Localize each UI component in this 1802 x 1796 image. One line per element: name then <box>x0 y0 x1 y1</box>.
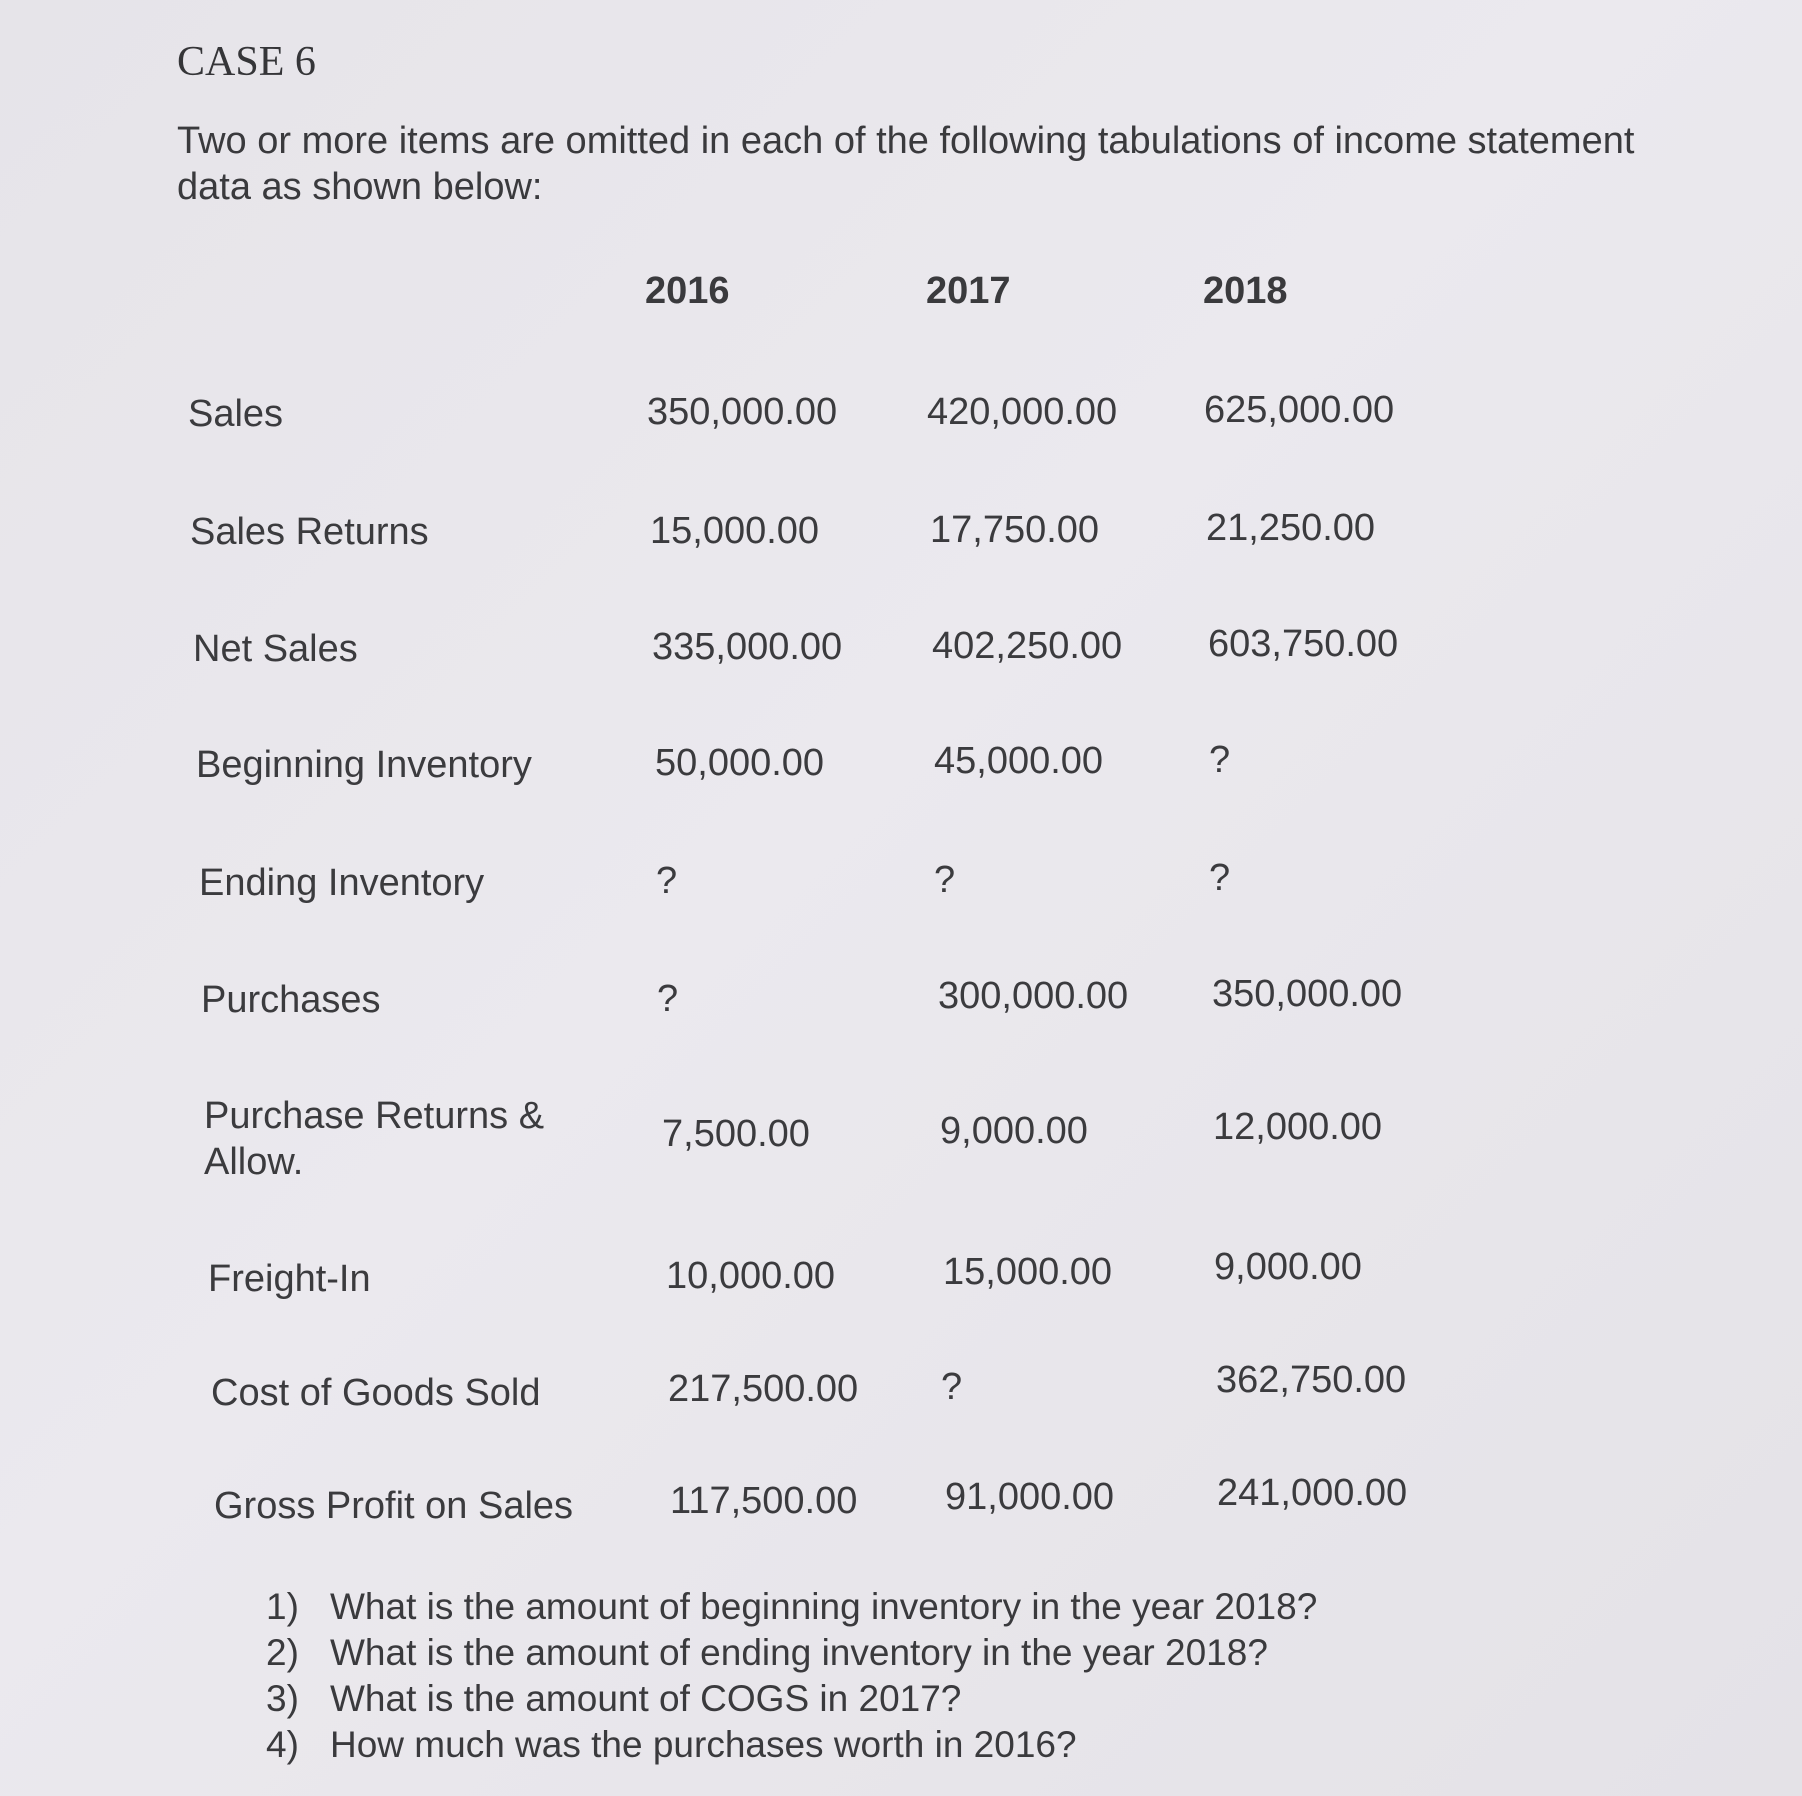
cell-sales-returns-2017: 17,750.00 <box>930 509 1100 551</box>
cell-purchase-returns-2018: 12,000.00 <box>1213 1106 1383 1148</box>
cell-sales-returns-2018: 21,250.00 <box>1206 507 1376 549</box>
case-title: CASE 6 <box>177 39 316 85</box>
question-item <box>266 1630 1317 1676</box>
question-text: How much was the purchases worth in 2016? <box>330 1724 1077 1765</box>
cell-purchases-2016: ? <box>657 978 679 1020</box>
question-number: 1) <box>266 1586 299 1627</box>
cell-purchases-2017: 300,000.00 <box>938 975 1129 1017</box>
row-label-ending-inventory: Ending Inventory <box>199 862 485 904</box>
cell-sales-returns-2016: 15,000.00 <box>650 510 820 552</box>
intro-text: Two or more items are omitted in each of the following tabulations of income statement data as shown below: <box>177 120 1635 208</box>
question-text: What is the amount of COGS in 2017? <box>330 1678 962 1719</box>
year-header-2017: 2017 <box>926 270 1011 312</box>
cell-net-sales-2017: 402,250.00 <box>932 625 1123 667</box>
cell-freight-in-2017: 15,000.00 <box>943 1251 1113 1293</box>
cell-freight-in-2018: 9,000.00 <box>1214 1246 1362 1288</box>
cell-purchase-returns-2017: 9,000.00 <box>940 1110 1088 1152</box>
cell-cogs-2016: 217,500.00 <box>668 1368 859 1410</box>
cell-purchase-returns-2016: 7,500.00 <box>662 1113 810 1155</box>
questions-list <box>266 1584 1317 1768</box>
cell-beginning-inventory-2017: 45,000.00 <box>934 740 1104 782</box>
cell-beginning-inventory-2016: 50,000.00 <box>655 742 825 784</box>
cell-beginning-inventory-2018: ? <box>1209 739 1231 781</box>
cell-ending-inventory-2017: ? <box>934 859 956 901</box>
cell-cogs-2017: ? <box>941 1366 963 1408</box>
question-number: 2) <box>266 1632 299 1673</box>
question-number: 4) <box>266 1724 299 1765</box>
row-label-purchases: Purchases <box>201 979 381 1021</box>
question-text: What is the amount of beginning inventory in the year 2018? <box>330 1586 1318 1627</box>
row-label-freight-in: Freight-In <box>208 1258 371 1300</box>
row-label-sales: Sales <box>188 393 284 435</box>
cell-cogs-2018: 362,750.00 <box>1216 1359 1407 1401</box>
question-text: What is the amount of ending inventory in the year 2018? <box>330 1632 1268 1673</box>
cell-freight-in-2016: 10,000.00 <box>666 1255 836 1297</box>
question-number: 3) <box>266 1678 299 1719</box>
row-label-gross-profit: Gross Profit on Sales <box>214 1485 574 1527</box>
row-label-beginning-inventory: Beginning Inventory <box>196 744 532 786</box>
row-label-cogs: Cost of Goods Sold <box>211 1372 541 1414</box>
cell-sales-2018: 625,000.00 <box>1204 389 1395 431</box>
cell-gross-profit-2018: 241,000.00 <box>1217 1472 1408 1514</box>
cell-net-sales-2016: 335,000.00 <box>652 626 843 668</box>
cell-net-sales-2018: 603,750.00 <box>1208 623 1399 665</box>
cell-gross-profit-2016: 117,500.00 <box>670 1480 858 1522</box>
cell-purchases-2018: 350,000.00 <box>1212 973 1403 1015</box>
year-header-2018: 2018 <box>1203 270 1288 312</box>
question-item <box>266 1722 1317 1768</box>
question-item <box>266 1676 1317 1722</box>
year-header-2016: 2016 <box>645 270 730 312</box>
cell-sales-2017: 420,000.00 <box>927 391 1118 433</box>
row-label-purchase-returns: Purchase Returns & Allow. <box>204 1095 545 1183</box>
cell-gross-profit-2017: 91,000.00 <box>945 1476 1115 1518</box>
row-label-net-sales: Net Sales <box>193 628 358 670</box>
question-item <box>266 1584 1317 1630</box>
row-label-sales-returns: Sales Returns <box>190 511 429 553</box>
cell-sales-2016: 350,000.00 <box>647 391 838 433</box>
cell-ending-inventory-2016: ? <box>656 860 678 902</box>
cell-ending-inventory-2018: ? <box>1209 857 1231 899</box>
